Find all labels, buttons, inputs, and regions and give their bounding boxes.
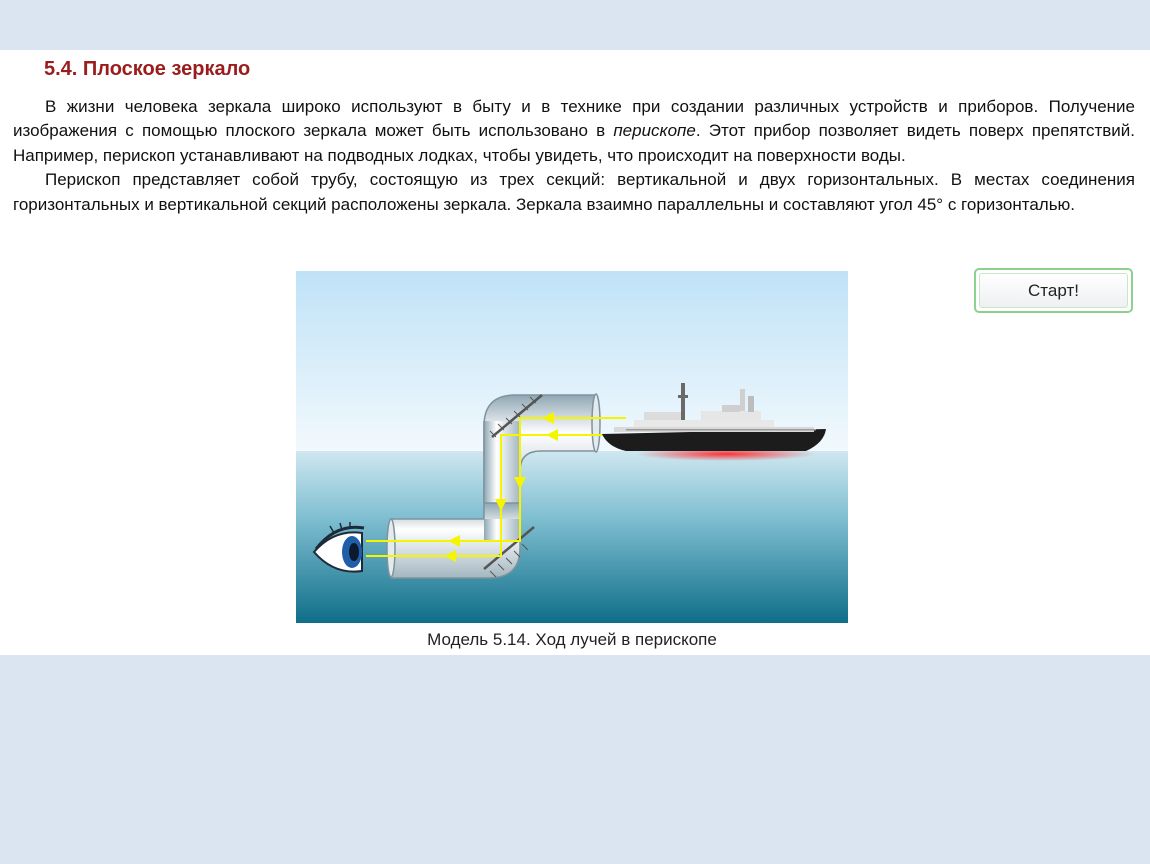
content-panel [0, 50, 1150, 655]
periscope-illustration [296, 271, 848, 623]
body-text [13, 95, 1135, 217]
periscope-term: перископе [613, 121, 696, 141]
start-button-label: Старт! [979, 273, 1128, 308]
paragraph-1-end: . Этот прибор позволяет видеть поверх препятствий. Например, перископ устанавливают на подводных лодках, чтобы увидеть, что происходит на поверхности воды. [13, 121, 1135, 165]
paragraph-2: Перископ представляет собой трубу, состоящую из трех секций: вертикальной и двух горизонтальных. В местах соединения горизонтальных и вертикальной секций расположены зеркала. Зеркала взаимно параллельны и составляют угол 45° с горизонталью. [13, 170, 1135, 214]
paragraph-1-start: В жизни человека зеркала широко используют в быту и в технике при создании различных устройств и приборов. Получение изображения с помощью плоского зеркала может быть использовано в [13, 97, 1135, 141]
water [296, 451, 848, 623]
section-title: 5.4. Плоское зеркало [44, 58, 251, 80]
start-button[interactable] [974, 268, 1133, 313]
figure-caption: Модель 5.14. Ход лучей в перископе [427, 630, 717, 649]
paragraph-1 [13, 95, 1135, 168]
